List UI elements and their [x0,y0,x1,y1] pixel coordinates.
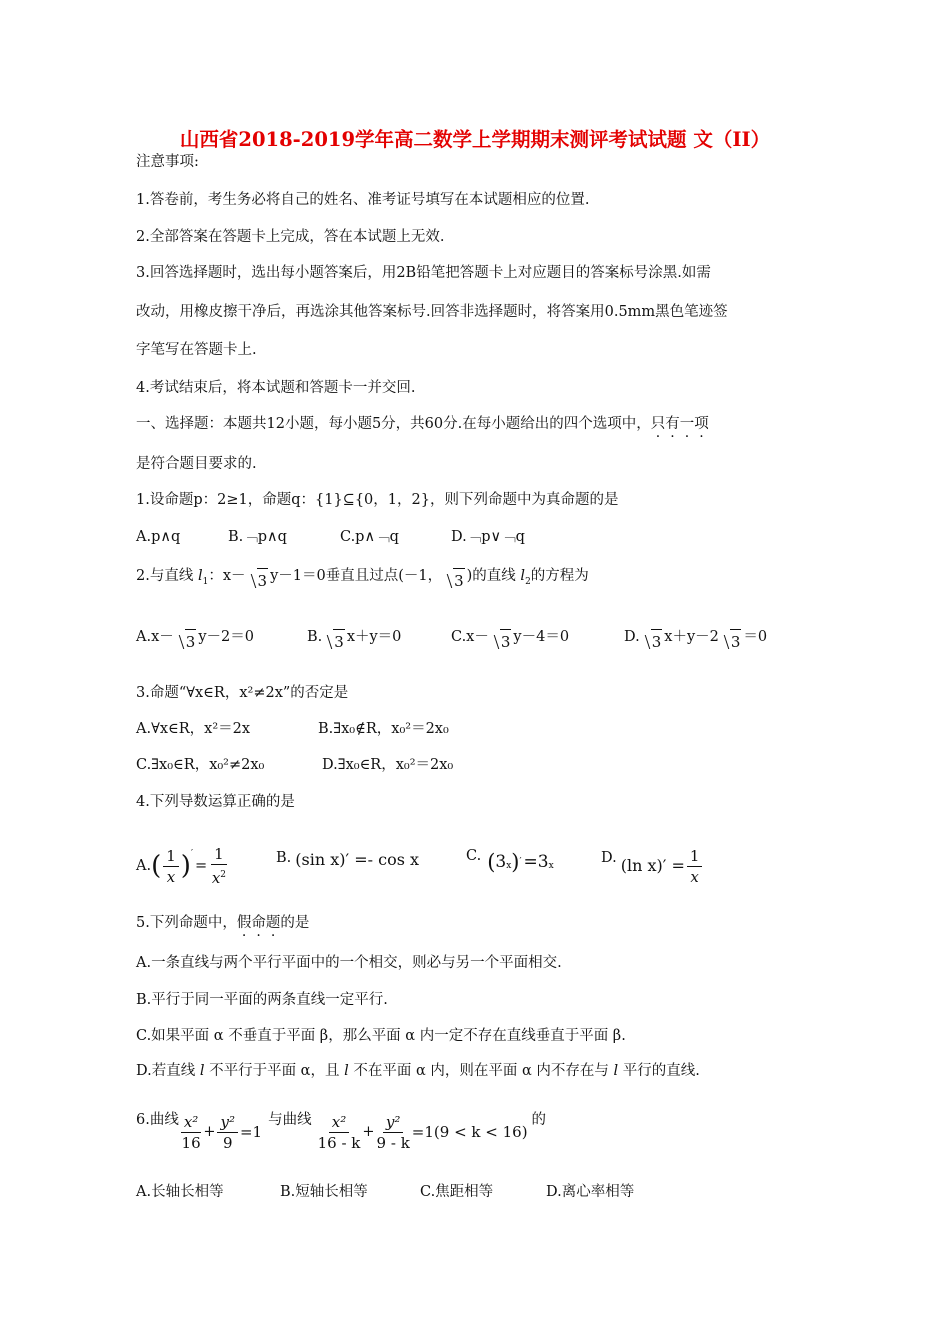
notice-item-3-line-2: 改动，用橡皮擦干净后，再选涂其他答案标号.回答非选择题时，将答案用0.5mm黑色笔迹签 [136,304,728,320]
emphasis-char: 假 [236,915,252,931]
sqrt-symbol: 3 [248,568,269,592]
emphasis-char: 项 [694,416,709,432]
question-6-stem: 6.曲线 $\frac{\text{x²}}{16}$ + $\frac{\text{y²}}{9}$ =1 与曲线 $\frac{\text{x²}}{16 - k}$ + $\frac{\text{y²}}{9 - k}$ =1(9 < k < 16) 的 [136,1112,547,1152]
question-3-stem: 3.命题“∀x∈R，x²≠2x”的否定是 [136,685,349,701]
notice-item-3-line-1: 3.回答选择题时，选出每小题答案后，用2B铅笔把答题卡上对应题目的答案标号涂黑.如需 [136,265,711,281]
question-4-stem: 4.下列导数运算正确的是 [136,794,295,810]
question-2-option-d: D. 3 x＋y－2 3 ＝0 [624,629,768,651]
question-3-option-c: C.∃x₀∈R，x₀²≠2x₀ [136,757,265,773]
question-1-option-d: D.﹁p∨﹁q [451,529,525,545]
question-5-stem: 5.下列命题中，假命题的是 [136,915,310,931]
question-4-option-d: D. (ln x)′ = $\frac{1}{x}$ [601,840,704,892]
notice-item-1: 1.答卷前，考生务必将自己的姓名、准考证号填写在本试题相应的位置. [136,192,590,208]
question-5-option-d: D.若直线 l 不平行于平面 α，且 l 不在平面 α 内，则在平面 α 内不存在与 l 平行的直线. [136,1063,700,1079]
question-5-option-b: B.平行于同一平面的两条直线一定平行. [136,992,388,1008]
emphasis-char: 题 [265,915,281,931]
section-1-instructions: 一、选择题：本题共12小题，每小题5分，共60分.在每小题给出的四个选项中，只有一项 [136,416,709,432]
question-2-option-c: C.x－ 3 y－4＝0 [451,629,570,651]
sqrt-symbol: 3 [444,568,465,592]
page-title: 山西省2018-2019学年高二数学上学期期末测评考试试题 文（II） [179,128,771,151]
emphasis-char: 一 [679,416,695,432]
question-5-option-a: A.一条直线与两个平行平面中的一个相交，则必与另一个平面相交. [136,955,562,971]
question-1-option-a: A.p∧q [136,529,181,545]
emphasis-char: 命 [251,915,266,931]
notice-item-4: 4.考试结束后，将本试题和答题卡一并交回. [136,380,416,396]
section-1-instructions-line-2: 是符合题目要求的. [136,456,257,472]
question-6-option-d: D.离心率相等 [546,1184,635,1200]
question-2-stem: 2.与直线 $l_1$：x－ 3 y－1＝0垂直且过点(－1， 3 )的直线 $l_2$的方程为 [136,568,589,590]
emphasis-char: 只 [650,416,666,432]
question-6-option-b: B.短轴长相等 [280,1184,368,1200]
question-3-option-a: A.∀x∈R，x²＝2x [136,721,251,737]
question-4-option-c: C. ( 3 $_x$ ) ′ =3 $_x$ [466,848,554,874]
question-5-option-c: C.如果平面 α 不垂直于平面 β，那么平面 α 内一定不存在直线垂直于平面 β. [136,1028,626,1044]
notice-item-2: 2.全部答案在答题卡上完成，答在本试题上无效. [136,229,445,245]
question-1-option-b: B.﹁p∧q [228,529,287,545]
question-1-option-c: C.p∧﹁q [340,529,399,545]
question-6-option-c: C.焦距相等 [420,1184,494,1200]
question-3-option-d: D.∃x₀∈R，x₀²＝2x₀ [322,757,454,773]
question-6-option-a: A.长轴长相等 [136,1184,224,1200]
question-3-option-b: B.∃x₀∉R，x₀²＝2x₀ [318,721,449,737]
question-4-option-b: B. (sin x)′ =- cos x [276,850,420,869]
emphasis-char: 有 [665,416,680,432]
notice-heading: 注意事项: [136,154,199,170]
question-2-option-a: A.x－ 3 y－2＝0 [136,629,254,651]
notice-item-3-line-3: 字笔写在答题卡上. [136,342,257,358]
question-4-option-a: A. ( $\frac{1}{x}$ ) ′ = $\frac{1}{x^2}$ [136,845,227,887]
question-2-option-b: B. 3 x＋y＝0 [307,629,402,651]
question-1-stem: 1.设命题p：2≥1，命题q：{1}⊆{0，1，2}，则下列命题中为真命题的是 [136,492,619,508]
